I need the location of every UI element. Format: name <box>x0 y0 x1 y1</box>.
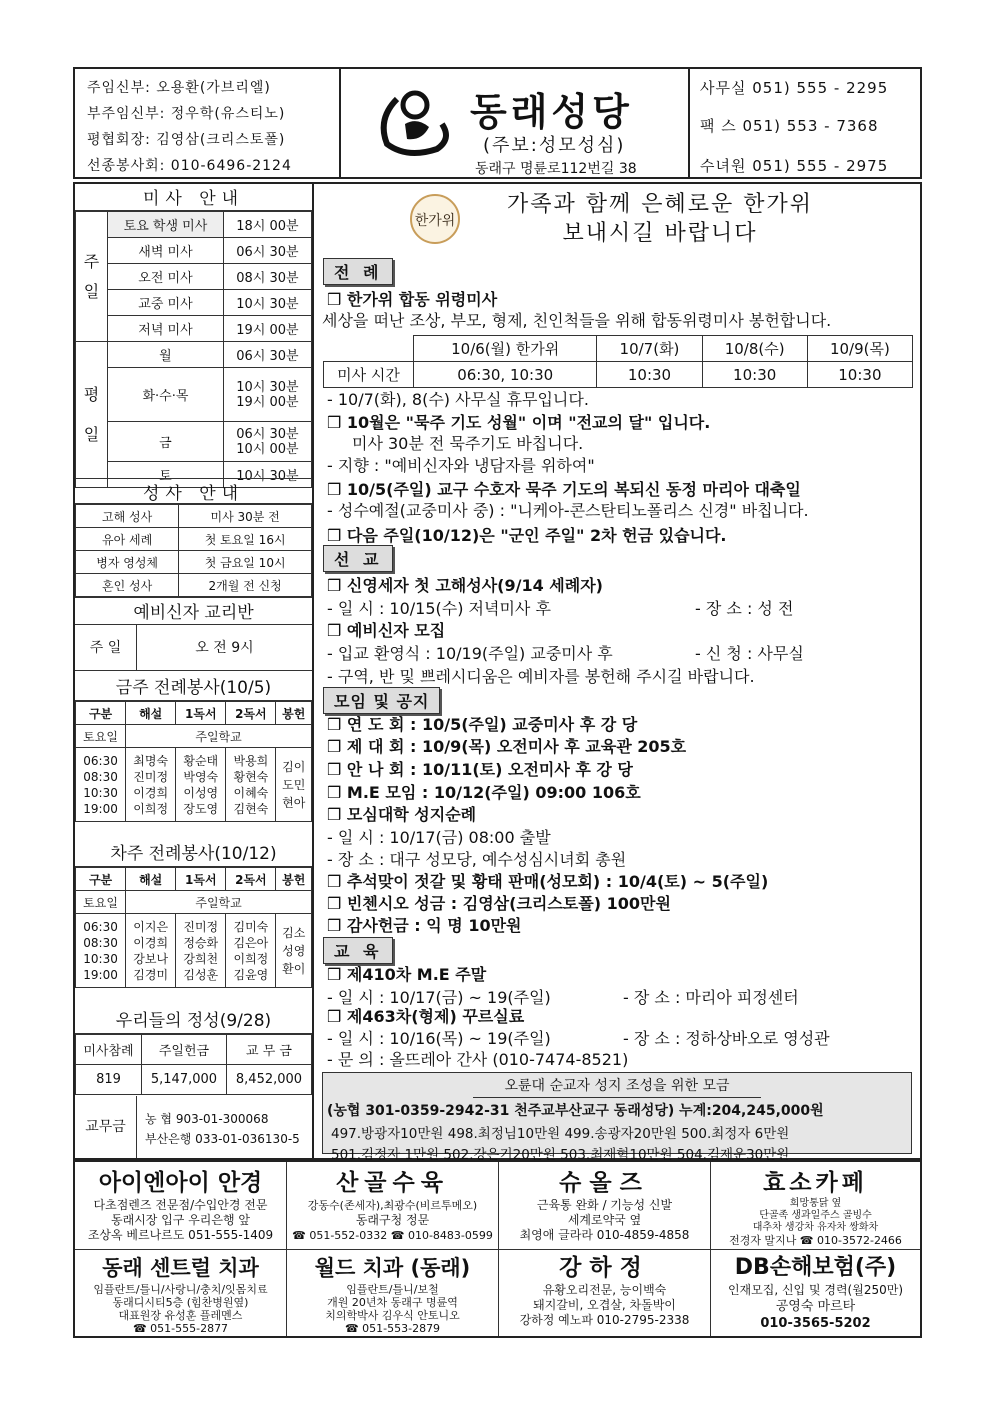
col-header: 봉헌 <box>276 868 312 891</box>
ad-line: 치의학박사 김우식 안토니오 <box>325 1309 460 1322</box>
assoc-pastor: 부주임신부: 정우학(유스티노) <box>87 106 286 122</box>
bank-account-2: 부산은행 033-01-036130-5 <box>145 1132 300 1146</box>
ad-line: 다초점렌즈 전문점/수입안경 전문 <box>93 1198 268 1212</box>
ad-line: 동래구청 정문 <box>355 1213 430 1227</box>
schedule-header: 10/9(목) <box>807 336 912 362</box>
pastor: 주임신부: 오용환(가브리엘) <box>87 80 271 96</box>
catechumen-day: 주 일 <box>75 625 137 671</box>
ad-line: 유황오리전문, 능이백숙 <box>542 1283 667 1297</box>
commentary: 이지은 이경희 강보나 김경미 <box>126 914 176 988</box>
times: 06:30 08:30 10:30 19:00 <box>76 914 126 988</box>
notice-item: ❒ 빈첸시오 성금 : 김영삼(크리스토폴) 100만원 <box>327 894 671 913</box>
ad-block <box>287 1162 499 1249</box>
ad-title: 아이엔아이 안경 <box>98 1170 263 1196</box>
ad-block <box>75 1162 287 1249</box>
tithe-label: 교무금 <box>75 1096 137 1158</box>
hangawi-logo-text: 한가위 <box>414 213 456 229</box>
ad-line: 개원 20년차 동래구 명륜역 <box>327 1296 458 1309</box>
section-liturgy: 전 례 <box>323 258 393 285</box>
mass-name: 오전 미사 <box>108 264 224 290</box>
education-item: ❒ 제463차(형제) 꾸르실료 <box>327 1007 525 1026</box>
schedule-cell: 06:30, 10:30 <box>414 362 597 388</box>
mass-table <box>75 211 312 488</box>
reading2: 김미숙 김은아 이희정 김윤영 <box>226 914 276 988</box>
ad-block <box>711 1250 920 1336</box>
mass-day: 토 <box>108 462 224 488</box>
ad-line: ☎ 051-553-2879 <box>344 1322 441 1335</box>
ad-line: 공영숙 마르타 <box>775 1299 856 1314</box>
col-header: 교 무 금 <box>226 1035 311 1065</box>
liturgy-item: ❒ 10월은 "묵주 기도 성월" 이며 "전교의 달" 입니다. <box>327 413 711 432</box>
col-header: 봉헌 <box>276 702 312 725</box>
liturgy-text: 미사 30분 전 묵주기도 바칩니다. <box>352 434 584 453</box>
ad-line: 대표원장 유성훈 플레멘스 <box>118 1309 243 1322</box>
mass-time: 06시 30분 <box>223 238 311 264</box>
notice-item: ❒ 안 나 회 : 10/11(토) 오전미사 후 강 당 <box>327 760 633 779</box>
sacrament-time: 미사 30분 전 <box>179 505 312 528</box>
reading2: 박용희 황현숙 이혜숙 김현숙 <box>226 748 276 822</box>
education-text: - 일 시 : 10/16(목) ~ 19(주일) <box>327 1029 551 1048</box>
offering: 김소 성영 환이 <box>276 914 312 988</box>
donation-box <box>322 1072 912 1163</box>
education-text: - 장 소 : 마리아 피정센터 <box>623 988 799 1007</box>
mass-time: 19시 00분 <box>223 316 311 342</box>
mission-text: - 장 소 : 성 전 <box>695 599 794 618</box>
offertory-title: 우리들의 정성(9/28) <box>75 1006 312 1034</box>
greeting-line-1: 가족과 함께 은혜로운 한가위 <box>506 192 813 217</box>
mission-item: ❒ 신영세자 첫 고해성사(9/14 세례자) <box>327 576 603 595</box>
ad-block <box>711 1162 920 1249</box>
sat-value: 주일학교 <box>126 725 312 748</box>
tithe: 8,452,000 <box>226 1065 311 1095</box>
mass-time: 10시 30분 <box>223 290 311 316</box>
liturgy-text: 세상을 떠난 조상, 부모, 형제, 친인척들을 위해 합동위령미사 봉헌합니다. <box>322 311 832 330</box>
notice-item: ❒ 감사헌금 : 익 명 10만원 <box>327 916 522 935</box>
council-president: 평협회장: 김영삼(크리스토폴) <box>87 132 286 148</box>
office-phone: 사무실 051) 555 - 2295 <box>700 79 889 97</box>
col-header: 해설 <box>126 702 176 725</box>
schedule-cell: 10:30 <box>702 362 807 388</box>
convent-phone: 수녀원 051) 555 - 2975 <box>700 157 889 175</box>
ad-title: 슈올즈 <box>559 1170 650 1196</box>
sacrament-name: 혼인 성사 <box>76 574 179 597</box>
col-header: 2독서 <box>226 702 276 725</box>
liturgy-text: - 지향 : "예비신자와 냉담자를 위하여" <box>327 456 595 475</box>
fax: 팩 스 051) 553 - 7368 <box>700 117 879 135</box>
mission-text: - 신 청 : 사무실 <box>695 644 804 663</box>
offering: 김이 도민 현아 <box>276 748 312 822</box>
education-item: ❒ 제410차 M.E 주말 <box>327 965 487 984</box>
ad-line: 인재모집, 신입 및 경력(월250만) <box>727 1283 904 1297</box>
mass-day: 금 <box>108 422 224 462</box>
ad-line: 강동수(존세자),최광수(비르투메오) <box>307 1199 478 1212</box>
donation-row: 501.김정자 1만원 502.강은기20만원 503.최재혁10만원 504.김재운30만원 <box>331 1147 790 1163</box>
col-header: 해설 <box>126 868 176 891</box>
ad-line: 돼지갈비, 오겹살, 차돌박이 <box>533 1298 676 1312</box>
sacrament-name: 유아 세례 <box>76 528 179 551</box>
schedule-header: 10/8(수) <box>702 336 807 362</box>
mass-title: 미사 안내 <box>75 184 312 211</box>
divider <box>339 67 341 179</box>
notice-text: - 일 시 : 10/17(금) 08:00 출발 <box>327 828 551 847</box>
ad-line: ☎ 051-552-0332 ☎ 010-8483-0599 <box>292 1229 493 1242</box>
liturgy-item: ❒ 한가위 합동 위령미사 <box>327 290 498 309</box>
col-header: 2독서 <box>226 868 276 891</box>
ad-title: DB손해보험(주) <box>734 1255 897 1280</box>
ad-block <box>287 1250 499 1336</box>
left-column <box>73 182 314 1160</box>
mass-time: 10시 30분 19시 00분 <box>223 368 311 422</box>
ad-line: 동래디시티5층 (힘찬병원옆) <box>112 1296 249 1309</box>
reading1: 진미정 정승화 강희천 김성훈 <box>176 914 226 988</box>
mission-text: - 입교 환영식 : 10/19(주일) 교중미사 후 <box>327 644 613 663</box>
schedule-header: 10/7(화) <box>597 336 702 362</box>
ad-title: 동래 센트럴 치과 <box>102 1256 259 1280</box>
mass-name: 토요 학생 미사 <box>108 212 224 238</box>
education-text: - 일 시 : 10/17(금) ~ 19(주일) <box>327 988 551 1007</box>
schedule-header <box>324 336 414 362</box>
sacrament-title: 성사 안내 <box>75 478 312 504</box>
education-text: - 문 의 : 올뜨레아 간사 (010-7474-8521) <box>327 1050 629 1069</box>
sacrament-time: 첫 금요일 10시 <box>179 551 312 574</box>
ad-title: 산골수육 <box>336 1170 449 1196</box>
col-header: 미사참례 <box>76 1035 142 1065</box>
notice-item: ❒ 제 대 회 : 10/9(목) 오전미사 후 교육관 205호 <box>327 737 687 756</box>
schedule-header: 10/6(월) 한가위 <box>414 336 597 362</box>
liturgy-text: - 10/7(화), 8(수) 사무실 휴무입니다. <box>327 390 589 409</box>
address: 동래구 명륜로112번길 38 <box>475 161 637 177</box>
mission-text: - 일 시 : 10/15(수) 저녁미사 후 <box>327 599 551 618</box>
ad-title: 강하정 <box>559 1255 650 1281</box>
section-education: 교 육 <box>323 937 393 964</box>
sacrament-time: 첫 토요일 16시 <box>179 528 312 551</box>
ad-line: ☎ 051-555-2877 <box>132 1322 229 1335</box>
ad-line: 세계로약국 옆 <box>567 1213 642 1227</box>
service-this-title: 금주 전례봉사(10/5) <box>75 673 312 701</box>
ad-line: 근육통 완화 / 기능성 신발 <box>536 1198 673 1212</box>
weekday-label: 평일 <box>76 342 108 488</box>
catechumen-title: 예비신자 교리반 <box>75 597 312 625</box>
schedule-row-label: 미사 시간 <box>324 362 414 388</box>
service-next-table <box>75 867 312 988</box>
sunday-offering: 5,147,000 <box>141 1065 226 1095</box>
schedule-cell: 10:30 <box>597 362 702 388</box>
ad-line: 조상옥 베르나르도 051-555-1409 <box>87 1228 274 1242</box>
sacrament-time: 2개월 전 신청 <box>179 574 312 597</box>
donation-row: 497.방광자10만원 498.최정님10만원 499.송광자20만원 500.최정자 6만원 <box>331 1126 790 1142</box>
ad-title: 효소카페 <box>763 1170 868 1196</box>
service-next-title: 차주 전례봉사(10/12) <box>75 839 312 867</box>
church-name: 동래성당 <box>470 90 633 134</box>
ad-line: 010-3565-5202 <box>760 1316 871 1331</box>
hangawi-logo-icon <box>405 193 465 245</box>
notice-item: ❒ 모심대학 성지순례 <box>327 805 477 824</box>
offertory-table <box>75 1034 312 1095</box>
mass-name: 저녁 미사 <box>108 316 224 342</box>
section-mission: 선 교 <box>323 545 393 572</box>
schedule-cell: 10:30 <box>807 362 912 388</box>
times: 06:30 08:30 10:30 19:00 <box>76 748 126 822</box>
mass-name: 교중 미사 <box>108 290 224 316</box>
mass-day: 화·수·목 <box>108 368 224 422</box>
donation-account: (농협 301-0359-2942-31 천주교부산교구 동래성당) 누계:204,245,000원 <box>327 1103 824 1119</box>
greeting-line-2: 보내시길 바랍니다 <box>562 221 758 246</box>
education-text: - 장 소 : 정하상바오로 영성관 <box>623 1029 830 1048</box>
liturgy-item: ❒ 10/5(주일) 교구 수호자 묵주 기도의 복되신 동정 마리아 대축일 <box>327 480 801 499</box>
ad-line: 전경자 말지나 ☎ 010-3572-2466 <box>729 1234 902 1247</box>
ad-line: 희망통닭 옆 <box>789 1198 842 1209</box>
mass-day: 월 <box>108 342 224 368</box>
church-logo-icon <box>367 79 459 165</box>
sunday-label: 주일 <box>76 212 108 342</box>
section-notice: 모임 및 공지 <box>323 687 440 714</box>
col-header: 1독서 <box>176 702 226 725</box>
col-header: 주일헌금 <box>141 1035 226 1065</box>
commentary: 최명숙 진미정 이경희 이희정 <box>126 748 176 822</box>
notice-item: ❒ 연 도 회 : 10/5(주일) 교중미사 후 강 당 <box>327 715 638 734</box>
ad-title: 월드 치과 (동래) <box>314 1256 471 1280</box>
sacrament-table <box>75 504 312 597</box>
mission-item: ❒ 예비신자 모집 <box>327 621 446 640</box>
mission-contact: 선종봉사회: 010-6496-2124 <box>87 158 292 174</box>
sat-label: 토요일 <box>76 725 126 748</box>
service-this-table <box>75 701 312 822</box>
mass-time: 18시 00분 <box>223 212 311 238</box>
mass-name: 새벽 미사 <box>108 238 224 264</box>
mass-time: 06시 30분 <box>223 342 311 368</box>
sat-label: 토요일 <box>76 891 126 914</box>
mass-time: 06시 30분 10시 00분 <box>223 422 311 462</box>
header <box>73 67 922 179</box>
ad-block <box>499 1162 711 1249</box>
attendance: 819 <box>76 1065 142 1095</box>
notice-item: ❒ 추석맞이 젓갈 및 황태 판매(성모회) : 10/4(토) ~ 5(주일) <box>327 872 769 891</box>
catechumen-time: 오 전 9시 <box>195 640 254 656</box>
ad-block <box>75 1250 287 1336</box>
mass-time: 08시 30분 <box>223 264 311 290</box>
mass-time: 10시 30분 <box>223 462 311 488</box>
ad-line: 임플란트/틀니/사랑니/충치/잇몸치료 <box>93 1283 268 1296</box>
mission-text: - 구역, 반 및 쁘레시디움은 예비자를 봉헌해 주시길 바랍니다. <box>327 667 755 686</box>
reading1: 황순태 박영숙 이성영 장도영 <box>176 748 226 822</box>
notice-text: - 장 소 : 대구 성모당, 예수성심시녀회 총원 <box>327 850 627 869</box>
ad-block <box>499 1250 711 1336</box>
col-header: 구분 <box>76 868 126 891</box>
donation-title: 오륜대 순교자 성지 조성을 위한 모금 <box>473 1073 761 1098</box>
ad-line: 단골족 생과일주스 골빙수 <box>759 1210 872 1221</box>
liturgy-text: - 성수예절(교중미사 중) : "니케아-콘스탄티노폴리스 신경" 바칩니다. <box>327 501 809 520</box>
divider <box>688 67 690 179</box>
ad-line: 강하정 예노파 010-2795-2338 <box>519 1313 690 1327</box>
ad-line: 임플란트/틀니/보철 <box>346 1283 439 1296</box>
col-header: 구분 <box>76 702 126 725</box>
ad-line: 동래시장 입구 우리은행 앞 <box>111 1213 250 1227</box>
ad-line: 최영애 글라라 010-4859-4858 <box>519 1228 690 1242</box>
mass-schedule-table <box>323 335 913 388</box>
sacrament-name: 병자 영성체 <box>76 551 179 574</box>
bank-account-1: 농 협 903-01-300068 <box>145 1112 269 1126</box>
notice-item: ❒ M.E 모임 : 10/12(주일) 09:00 106호 <box>327 783 641 802</box>
col-header: 1독서 <box>176 868 226 891</box>
patron: (주보:성모성심) <box>483 135 626 156</box>
liturgy-item: ❒ 다음 주일(10/12)은 "군인 주일" 2차 헌금 있습니다. <box>327 526 727 545</box>
ad-line: 대추차 생강차 유자차 쌍화차 <box>752 1222 879 1233</box>
sat-value: 주일학교 <box>126 891 312 914</box>
sacrament-name: 고해 성사 <box>76 505 179 528</box>
ads-area <box>73 1160 922 1338</box>
